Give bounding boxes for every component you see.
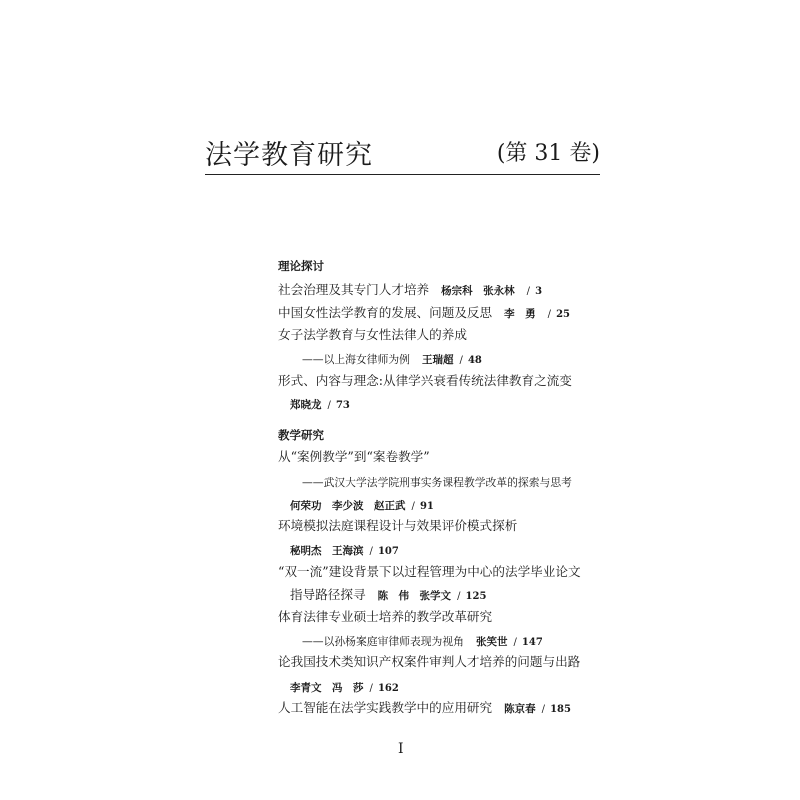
toc-entry[interactable]: [278, 302, 570, 321]
toc-entry[interactable]: [278, 446, 430, 465]
entry-page: 125: [465, 591, 487, 602]
entry-subtitle: ——武汉大学法学院刑事实务课程教学改革的探索与思考: [302, 476, 572, 489]
toc-entry[interactable]: [278, 370, 572, 389]
page-separator: /: [459, 355, 463, 366]
page-separator: /: [541, 704, 545, 715]
toc-entry[interactable]: [278, 561, 581, 580]
book-title: 法学教育研究: [205, 140, 373, 171]
toc-entry-continuation[interactable]: [302, 348, 482, 367]
entry-page: 185: [550, 704, 571, 715]
section-heading-theory: 理论探讨: [278, 259, 324, 273]
entry-authors: 陈京春: [504, 703, 536, 715]
toc-entry[interactable]: [278, 324, 467, 343]
entry-title-continued: 指导路径探寻: [290, 587, 366, 602]
entry-page: 73: [335, 400, 350, 411]
page-separator: /: [369, 546, 373, 557]
entry-subtitle: ——以上海女律师为例: [302, 353, 410, 366]
toc-entry-continuation[interactable]: [290, 393, 350, 412]
entry-title: 从“案例教学”到“案卷教学”: [278, 449, 430, 464]
page-separator: /: [411, 501, 415, 512]
entry-subtitle: ——以孙杨案庭审律师表现为视角: [302, 635, 464, 648]
entry-page: 162: [377, 683, 399, 694]
toc-entry[interactable]: [278, 697, 571, 716]
entry-page: 107: [377, 546, 399, 557]
entry-authors: 陈 伟 张学文: [377, 590, 452, 602]
page-separator: /: [327, 400, 331, 411]
entry-title: 社会治理及其专门人才培养: [278, 282, 430, 297]
page-separator: /: [513, 637, 517, 648]
toc-entry-continuation[interactable]: [290, 539, 399, 558]
page-separator: /: [547, 309, 551, 320]
entry-title: 中国女性法学教育的发展、问题及反思: [278, 305, 493, 320]
page-separator: /: [369, 683, 373, 694]
toc-entry[interactable]: [278, 606, 492, 625]
entry-title: 女子法学教育与女性法律人的养成: [278, 327, 467, 342]
entry-authors: 秘明杰 王海滨: [290, 545, 364, 557]
toc-entry-continuation[interactable]: [302, 630, 543, 649]
toc-entry-subtitle: [302, 471, 572, 490]
entry-authors: 张笑世: [475, 636, 508, 648]
entry-authors: 李 勇: [504, 308, 536, 320]
entry-authors: 何荣功 李少波 赵正武: [290, 500, 406, 512]
entry-title: 人工智能在法学实践教学中的应用研究: [278, 700, 493, 715]
entry-authors: 杨宗科 张永林: [441, 285, 515, 297]
entry-title: 形式、内容与理念:从律学兴衰看传统法律教育之流变: [278, 373, 572, 388]
entry-page: 48: [467, 355, 482, 366]
page-separator: /: [457, 591, 461, 602]
entry-page: 147: [521, 637, 543, 648]
toc-entry-continuation[interactable]: [290, 584, 486, 603]
toc-entry[interactable]: [278, 279, 542, 298]
toc-entry-continuation[interactable]: [290, 494, 434, 513]
page-separator: /: [526, 286, 530, 297]
entry-authors: 王瑞超: [421, 354, 454, 366]
folio-page-number: I: [398, 741, 404, 757]
entry-authors: 郑晓龙: [290, 399, 322, 411]
entry-page: 91: [419, 501, 434, 512]
entry-page: 25: [556, 309, 570, 320]
entry-title: 体育法律专业硕士培养的教学改革研究: [278, 609, 493, 624]
entry-title: 论我国技术类知识产权案件审判人才培养的问题与出路: [278, 654, 581, 669]
volume-label: (第 31 卷): [496, 141, 600, 166]
section-heading-teaching: 教学研究: [278, 428, 324, 442]
entry-authors: 李青文 冯 莎: [290, 682, 364, 694]
toc-entry[interactable]: [278, 651, 580, 670]
entry-page: 3: [535, 286, 543, 297]
toc-entry-continuation[interactable]: [290, 676, 399, 695]
entry-title: 环境模拟法庭课程设计与效果评价模式探析: [278, 518, 518, 533]
toc-entry[interactable]: [278, 515, 517, 534]
entry-title: “双一流”建设背景下以过程管理为中心的法学毕业论文: [278, 564, 581, 579]
